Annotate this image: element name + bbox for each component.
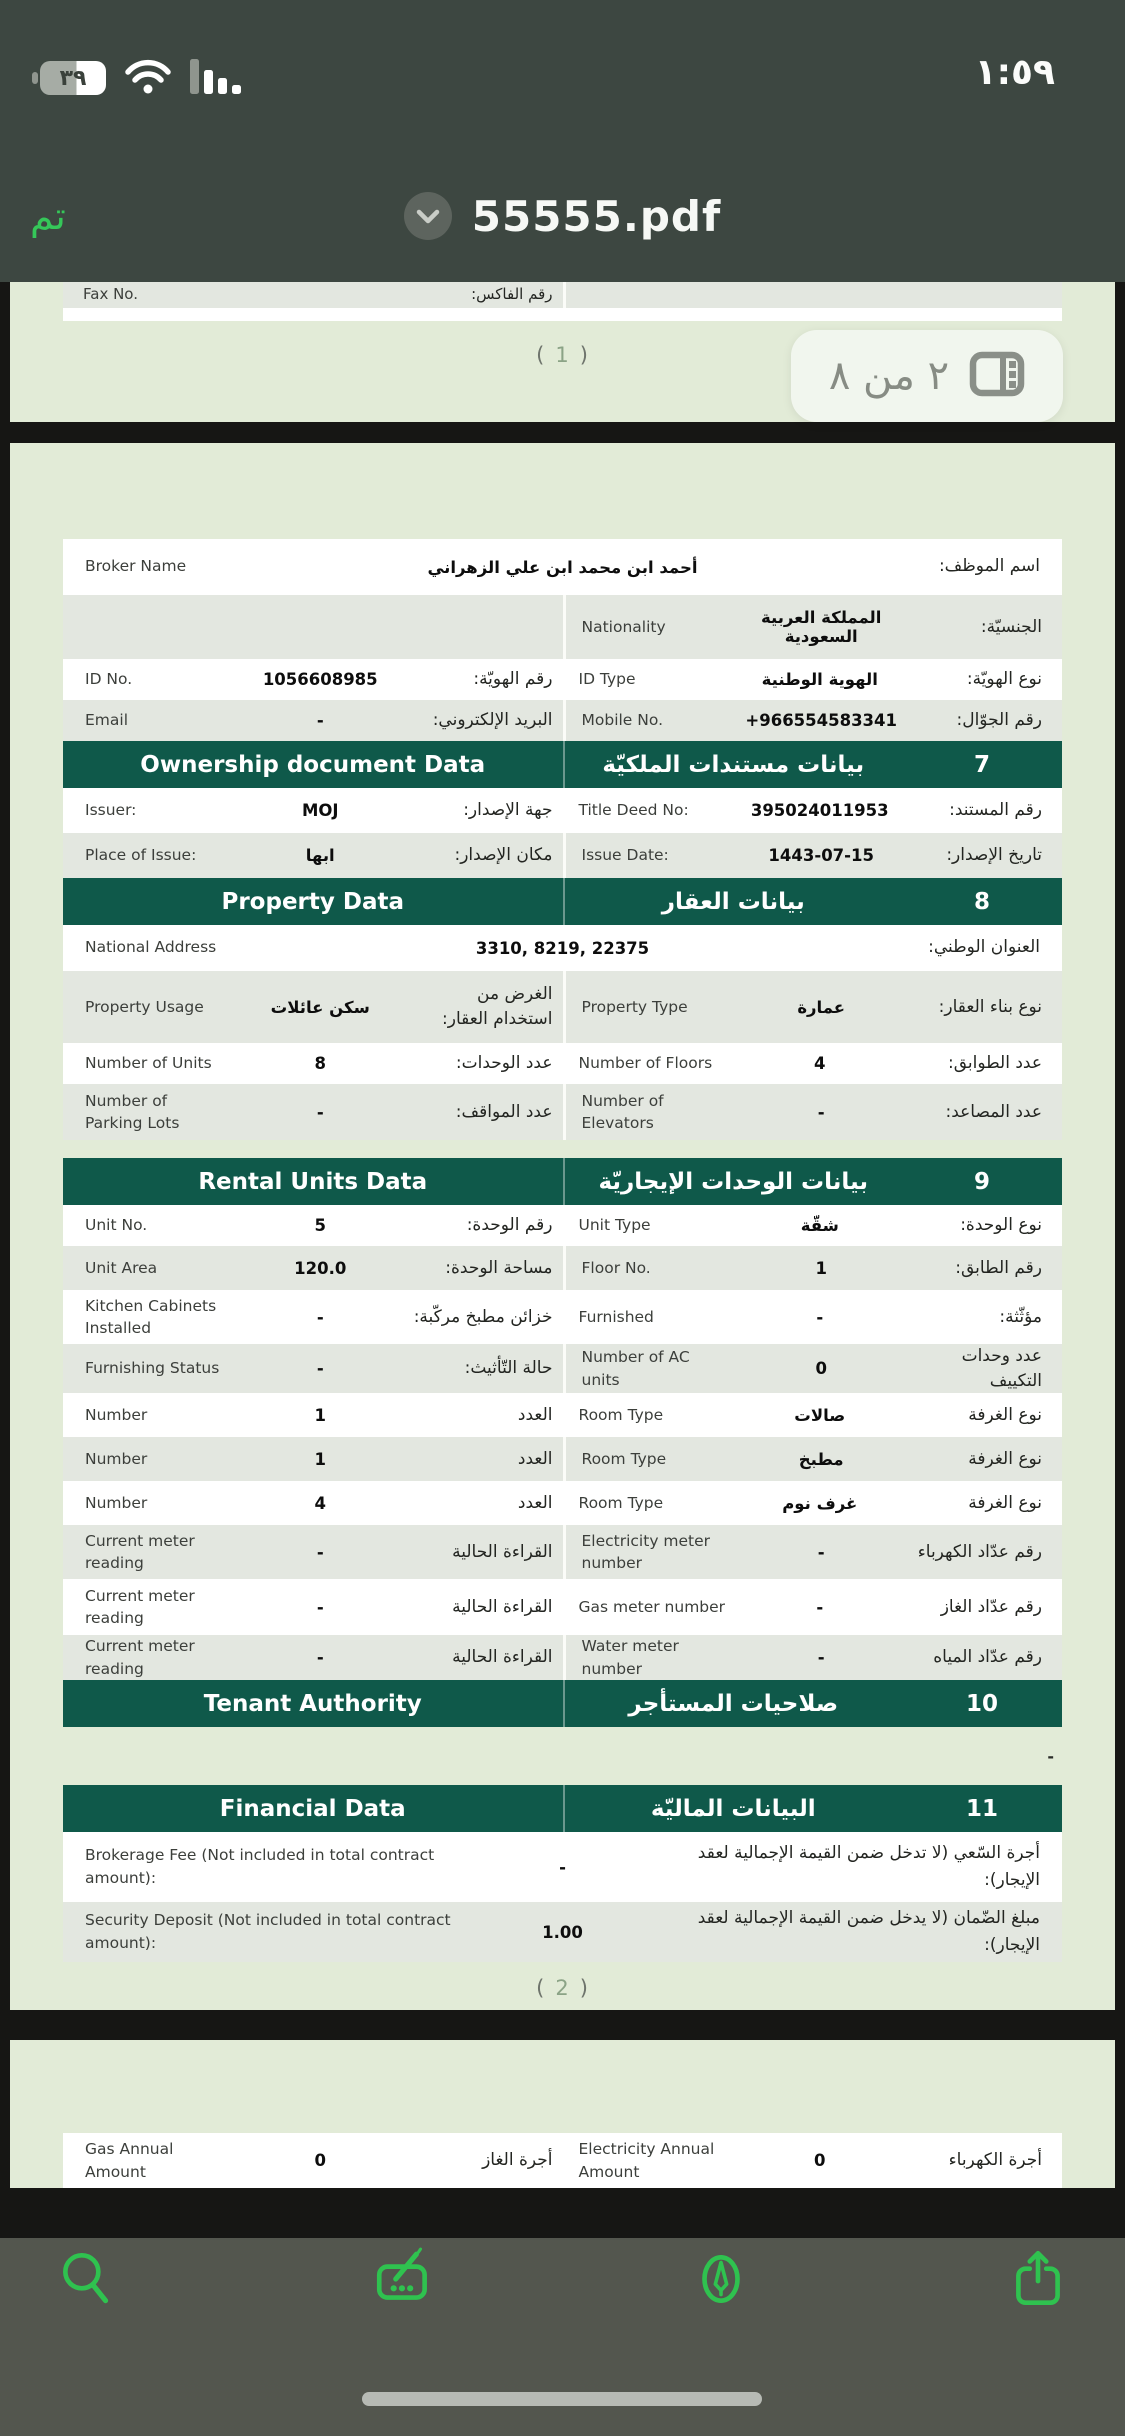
footer-paren: ( (536, 1976, 546, 2001)
ar-label: رقم الوحدة: (466, 1215, 553, 1236)
section-title-ar: البيانات الماليّة (650, 1795, 816, 1822)
value: أحمد ابن محمد ابن علي الزهراني (427, 557, 698, 577)
row-half-r (563, 1481, 1063, 1525)
row-half-r (563, 2133, 1063, 2188)
header-right (563, 878, 1063, 925)
en-label: Room Type (578, 1406, 664, 1425)
en-label: Electricity meter number (581, 1531, 711, 1573)
annotate-pen-icon (688, 2246, 754, 2312)
section-10-tenant-authority (63, 1680, 1062, 1727)
row-room-2 (63, 1437, 1062, 1481)
value: 4 (314, 1493, 326, 1513)
en-label: Kitchen Cabinets Installed (85, 1296, 217, 1337)
en-label: Property Usage (85, 997, 204, 1016)
ar-label: أجرة السّعي (لا تدخل ضمن القيمة الإجمالية لعقد الإيجار): (697, 1843, 1040, 1891)
ar-label: رقم عدّاد الكهرباء (917, 1541, 1042, 1562)
row-security-deposit (63, 1902, 1062, 1962)
section-number: 7 (973, 751, 990, 778)
section-title-en: Rental Units Data (198, 1168, 428, 1195)
ar-label: جهة الإصدار: (463, 800, 553, 821)
en-label: Room Type (581, 1450, 667, 1469)
row-half-r (563, 788, 1063, 833)
clock-time: ١:٥٩ (974, 52, 1055, 93)
en-label: Fax No. (83, 285, 138, 304)
row-fax (63, 282, 1062, 308)
status-icons (40, 56, 244, 100)
tenant-authority-empty (63, 1727, 1062, 1785)
ar-label: نوع الهويّة: (966, 669, 1042, 690)
row-half-l (63, 1205, 563, 1246)
status-bar (0, 52, 1125, 104)
row-unit-area (63, 1246, 1062, 1290)
value: 0 (815, 1359, 827, 1379)
value: - (316, 1597, 324, 1617)
en-label: Number (85, 1494, 148, 1513)
footer-paren: ) (579, 1976, 589, 2001)
en-label: Number of AC units (581, 1348, 690, 1389)
section-gap (63, 1140, 1062, 1158)
page-indicator-pill[interactable] (791, 330, 1063, 422)
header-left (63, 1680, 563, 1727)
row-half-r (563, 659, 1063, 700)
row-half-l (63, 1579, 563, 1635)
row-half-l (63, 700, 563, 741)
cellular-signal-icon (190, 58, 244, 98)
ar-label: العنوان الوطني: (928, 937, 1040, 958)
markup-signature-button[interactable] (369, 2244, 439, 2314)
row-brokerage-fee (63, 1832, 1062, 1902)
pdf-page-2[interactable] (10, 443, 1115, 2010)
value: 1.00 (542, 1922, 583, 1942)
en-label: Gas meter number (578, 1598, 726, 1617)
ar-label: عدد وحدات التكييف (961, 1346, 1042, 1391)
row-issuer (63, 788, 1062, 833)
en-label: Current meter reading (85, 1586, 195, 1628)
row-half-l (63, 282, 563, 308)
value: شقّة (800, 1216, 839, 1235)
row-usage (63, 971, 1062, 1043)
row-half-r (563, 595, 1063, 659)
row-half-r (563, 1290, 1063, 1344)
row-units (63, 1043, 1062, 1084)
section-11-financial (63, 1785, 1062, 1832)
section-title-en: Ownership document Data (140, 751, 486, 778)
ar-label: البريد الإلكتروني: (432, 710, 553, 731)
ar-label: مبلغ الضّمان (لا يدخل ضمن القيمة الإجمالية لعقد الإيجار): (697, 1908, 1040, 1956)
value: - (817, 1648, 825, 1668)
en-label: Number of Floors (578, 1054, 713, 1073)
row-half-l (63, 2133, 563, 2188)
value: - (316, 711, 324, 730)
ar-label: خزائن مطبخ مركّبة: (413, 1306, 553, 1327)
row-half-r (563, 1043, 1063, 1084)
document-title: 55555.pdf (471, 191, 722, 241)
ar-label: العدد (517, 1404, 553, 1425)
value: 0 (814, 2151, 826, 2170)
ar-label: العدد (517, 1492, 553, 1513)
value: مطبخ (798, 1449, 844, 1469)
section-number: 9 (973, 1168, 990, 1195)
row-half-l (63, 1246, 563, 1290)
value: - (816, 1307, 824, 1327)
ar-label: عدد المصاعد: (945, 1101, 1042, 1122)
document-title-menu[interactable] (404, 192, 721, 241)
en-label: Current meter reading (85, 1531, 195, 1573)
page-2-footer (10, 1976, 1115, 2000)
footer-page-number: 1 (555, 343, 570, 367)
en-label: National Address (85, 938, 217, 957)
en-label: Electricity Annual Amount (578, 2140, 715, 2181)
section-title-en: Financial Data (219, 1795, 406, 1822)
value: غرف نوم (782, 1493, 858, 1513)
en-label: Mobile No. (581, 711, 664, 730)
value: 395024011953 (750, 801, 889, 820)
section-7-ownership (63, 741, 1062, 788)
ar-label: عدد الطوابق: (947, 1053, 1042, 1074)
en-label: Number of Units (85, 1054, 212, 1073)
value: 1 (314, 1449, 326, 1469)
ar-label: القراءة الحالية (452, 1541, 553, 1562)
value: الهوية الوطنية (761, 670, 878, 689)
row-half-l (63, 1043, 563, 1084)
en-label: Number (85, 1406, 148, 1425)
ar-label: اسم الموظف: (938, 556, 1040, 577)
ar-label: رقم عدّاد الغاز (940, 1596, 1042, 1617)
value: 8 (314, 1054, 326, 1073)
en-label: Security Deposit (Not included in total contract amount): (85, 1910, 451, 1953)
ar-label: القراءة الحالية (452, 1596, 553, 1617)
en-label: Nationality (581, 617, 666, 636)
ar-label: حالة التّأثيث: (464, 1358, 553, 1379)
en-label: Property Type (581, 997, 688, 1016)
en-label: Furnishing Status (85, 1359, 220, 1378)
header-left (63, 1158, 563, 1205)
ar-label: العدد (517, 1448, 553, 1469)
page-1-table (63, 282, 1062, 321)
value: صالات (794, 1405, 846, 1425)
page-thumbnails-icon (969, 350, 1025, 402)
value: المملكة العربية السعودية (760, 608, 882, 646)
row-half-l (63, 833, 563, 878)
ar-label: الغرض من استخدام العقار: (442, 984, 553, 1029)
row-half-l (63, 1393, 563, 1437)
header-right (563, 1680, 1063, 1727)
value: 0 (314, 2151, 326, 2170)
en-label: Email (85, 711, 129, 730)
row-half-r (563, 971, 1063, 1043)
markup-signature-icon (371, 2246, 437, 2312)
row-half-l (63, 1290, 563, 1344)
row-furnishing (63, 1344, 1062, 1393)
value: 1 (314, 1405, 326, 1425)
row-half-r (563, 1579, 1063, 1635)
chevron-down-icon[interactable] (404, 192, 452, 240)
row-issue-place (63, 833, 1062, 878)
row-contact (63, 700, 1062, 741)
row-half-l (63, 595, 563, 659)
section-title-ar: بيانات مستندات الملكيّة (602, 751, 865, 778)
section-title-ar: بيانات العقار (661, 888, 805, 915)
section-title-en: Tenant Authority (203, 1690, 422, 1717)
row-half-r (563, 1525, 1063, 1579)
ar-label: أجرة الكهرباء (948, 2150, 1042, 2171)
en-label: Number (85, 1450, 148, 1469)
footer-paren: ( (536, 343, 546, 367)
row-half-r (563, 1393, 1063, 1437)
value: +966554583341 (745, 711, 897, 730)
value: - (816, 1597, 824, 1617)
value: 1056608985 (262, 670, 378, 689)
row-half-l (63, 1635, 563, 1680)
ar-label: رقم عدّاد المياه (933, 1647, 1042, 1668)
battery-nub (32, 72, 38, 84)
section-title-ar: صلاحيات المستأجر (628, 1690, 839, 1717)
value: 4 (814, 1054, 826, 1073)
row-water-meter (63, 1635, 1062, 1680)
row-half-r (563, 1437, 1063, 1481)
search-icon (54, 2246, 120, 2312)
value: - (817, 1102, 825, 1122)
wifi-icon (122, 56, 174, 100)
row-half-r (563, 1344, 1063, 1393)
ar-label: عدد الوحدات: (455, 1053, 553, 1074)
ar-label: نوع بناء العقار: (938, 996, 1042, 1017)
value: - (559, 1857, 566, 1877)
search-button[interactable] (52, 2244, 122, 2314)
annotate-pen-button[interactable] (686, 2244, 756, 2314)
section-title-en: Property Data (221, 888, 405, 915)
row-blank (63, 308, 1062, 321)
row-unit-no (63, 1205, 1062, 1246)
en-label: Issue Date: (581, 846, 669, 865)
section-title-ar: بيانات الوحدات الإيجاريّة (598, 1168, 869, 1195)
header-left (63, 741, 563, 788)
bottom-toolbar (0, 2238, 1125, 2436)
row-gas-meter (63, 1579, 1062, 1635)
row-half-l (63, 788, 563, 833)
ar-label: نوع الغرفة (968, 1404, 1042, 1425)
ar-label: رقم المستند: (949, 800, 1042, 821)
header-right (563, 1785, 1063, 1832)
row-half-r (563, 282, 1063, 308)
footer-page-number: 2 (555, 1976, 570, 2001)
en-label: Unit Type (578, 1216, 651, 1235)
ar-label: مساحة الوحدة: (445, 1257, 553, 1278)
en-label: Furnished (578, 1307, 654, 1326)
value: ابها (305, 846, 335, 865)
row-half-l (63, 1344, 563, 1393)
row-half-l (63, 1481, 563, 1525)
ar-label: رقم الفاكس: (471, 285, 553, 304)
share-icon (1005, 2246, 1071, 2312)
section-number: 10 (965, 1690, 998, 1717)
value: MOJ (301, 801, 339, 820)
nav-bar (0, 176, 1125, 256)
ar-label: مؤثّثة: (999, 1306, 1042, 1327)
ar-label: عدد المواقف: (455, 1101, 553, 1122)
ar-label: نوع الغرفة (968, 1448, 1042, 1469)
value: - (316, 1307, 324, 1327)
ar-label: نوع الغرفة (968, 1492, 1042, 1513)
value: - (316, 1542, 324, 1562)
row-half-l (63, 1437, 563, 1481)
value: - (316, 1102, 324, 1122)
value: 120.0 (294, 1258, 347, 1278)
en-label: Brokerage Fee (Not included in total contract amount): (85, 1845, 435, 1888)
value: سكن عائلات (270, 997, 370, 1017)
row-room-3 (63, 1481, 1062, 1525)
value: - (316, 1648, 324, 1668)
en-label: Current meter reading (85, 1637, 195, 1678)
ar-label: نوع الوحدة: (960, 1215, 1042, 1236)
en-label: Broker Name (85, 557, 187, 576)
en-label: ID Type (578, 670, 636, 689)
en-label: Floor No. (581, 1258, 651, 1277)
row-half-l (63, 1084, 563, 1140)
row-half-r (563, 1246, 1063, 1290)
app-header (0, 0, 1125, 282)
value: 3310, 8219, 22375 (475, 938, 650, 958)
section-number: 11 (965, 1795, 998, 1822)
en-label: ID No. (85, 670, 133, 689)
row-half-r (563, 1084, 1063, 1140)
battery-icon (40, 61, 106, 95)
row-half-r (563, 1205, 1063, 1246)
row-broker-name (63, 539, 1062, 595)
value: عمارة (797, 997, 846, 1017)
row-half-r (563, 833, 1063, 878)
ar-label: رقم الطابق: (955, 1257, 1042, 1278)
en-label: Title Deed No: (578, 801, 689, 820)
row-kitchen (63, 1290, 1062, 1344)
row-half-l (63, 1525, 563, 1579)
section-number: 8 (973, 888, 990, 915)
row-half-l (63, 659, 563, 700)
header-left (63, 1785, 563, 1832)
section-8-property (63, 878, 1062, 925)
en-label: Gas Annual Amount (85, 2140, 174, 2181)
value: 1 (815, 1258, 827, 1278)
en-label: Unit No. (85, 1216, 148, 1235)
page-indicator-text: ٢ من ٨ (828, 353, 950, 399)
row-half-l (63, 971, 563, 1043)
row-annual-amounts (63, 2133, 1062, 2188)
en-label: Place of Issue: (85, 846, 197, 865)
home-indicator[interactable] (362, 2392, 762, 2406)
en-label: Number of Elevators (581, 1091, 664, 1132)
row-national-address (63, 925, 1062, 971)
ar-label: رقم الهويّة: (473, 669, 553, 690)
page-2-table (63, 539, 1062, 1962)
toolbar-icons (0, 2238, 1125, 2314)
ar-label: مكان الإصدار: (454, 845, 553, 866)
en-label: Water meter number (581, 1637, 679, 1678)
header-right (563, 741, 1063, 788)
empty-value-dash: - (1047, 1746, 1054, 1766)
row-id (63, 659, 1062, 700)
ar-label: القراءة الحالية (452, 1647, 553, 1668)
value: 5 (314, 1216, 326, 1235)
header-right (563, 1158, 1063, 1205)
pdf-page-3[interactable] (10, 2040, 1115, 2188)
value: 1443-07-15 (768, 846, 874, 865)
ar-label: تاريخ الإصدار: (946, 845, 1042, 866)
value: - (316, 1359, 324, 1379)
page-3-table (63, 2133, 1062, 2188)
row-nationality (63, 595, 1062, 659)
en-label: Unit Area (85, 1258, 158, 1277)
row-room-1 (63, 1393, 1062, 1437)
row-elec-meter (63, 1525, 1062, 1579)
ar-label: الجنسيّة: (980, 616, 1042, 637)
done-button[interactable]: تم (30, 194, 66, 238)
row-half-r (563, 1635, 1063, 1680)
row-half-r (563, 700, 1063, 741)
share-button[interactable] (1003, 2244, 1073, 2314)
ar-label: أجرة الغاز (482, 2150, 553, 2171)
en-label: Number of Parking Lots (85, 1091, 180, 1132)
row-parking (63, 1084, 1062, 1140)
en-label: Issuer: (85, 801, 137, 820)
value: - (817, 1542, 825, 1562)
en-label: Room Type (578, 1494, 664, 1513)
header-left (63, 878, 563, 925)
battery-percent: ٣٩ (59, 65, 87, 91)
section-9-rental-units (63, 1158, 1062, 1205)
ar-label: رقم الجوّال: (956, 710, 1042, 731)
footer-paren: ) (579, 343, 589, 367)
